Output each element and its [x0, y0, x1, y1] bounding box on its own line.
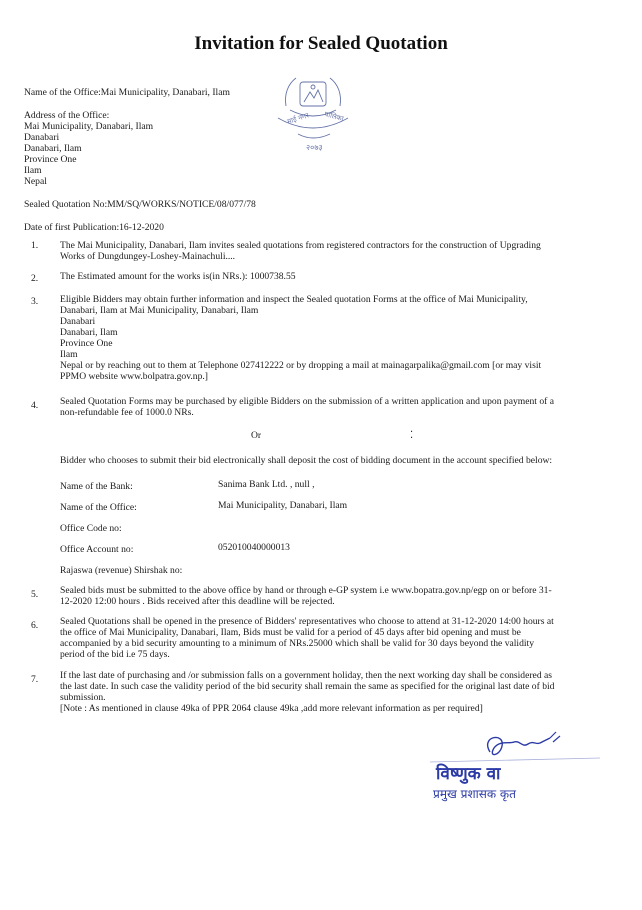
svg-text:माई नगर: माई नगर — [286, 111, 310, 126]
quotation-number: Sealed Quotation No:MM/SQ/WORKS/NOTICE/08/077/78 — [24, 199, 256, 210]
office-name-value: Mai Municipality, Danabari, Ilam — [218, 500, 348, 511]
svg-text:पालिका: पालिका — [323, 110, 345, 123]
item-3-text: Eligible Bidders may obtain further information and inspect the Sealed quotation Forms at the office of Mai Municipality, Danabari, Ilam at Mai Municipality, Danabari, Ilam Danabari Danabari, Ilam Province One Ilam Nepal or by reaching out to them at Telephone 027412222 or by dropping a mail at mainagarpalika@gmail.com [or may visit PPMO website www.bolpatra.gov.np.] — [60, 294, 542, 382]
address-block — [24, 121, 153, 187]
item-4-text: Sealed Quotation Forms may be purchased by eligible Bidders on the submission of a written application and upon payment of a non-refundable fee of 1000.0 NRs. — [60, 396, 554, 418]
address-line: Mai Municipality, Danabari, Ilam — [24, 121, 154, 132]
office-name-label: Name of the Office: — [60, 502, 137, 513]
item-number: 5. — [31, 589, 39, 600]
item-number: 1. — [31, 240, 39, 251]
office-stamp-icon — [268, 72, 358, 156]
address-line: Nepal — [24, 176, 47, 187]
revenue-label: Rajaswa (revenue) Shirshak no: — [60, 565, 183, 576]
page-title: Invitation for Sealed Quotation — [194, 33, 448, 54]
electronic-note: Bidder who chooses to submit their bid electronically shall deposit the cost of bidding document in the account specified below: — [60, 455, 553, 466]
item-2-text: The Estimated amount for the works is(in NRs.): 1000738.55 — [60, 271, 296, 282]
bank-name-value: Sanima Bank Ltd. , null , — [218, 479, 315, 490]
item-7-text: If the last date of purchasing and /or submission falls on a government holiday, then the next working day shall be considered as the last date. In such case the validity period of the bid security shall remain the same as specified for the original last date of bid submission. [Note : As mentioned in clause 49ka of PPR 2064 clause 49ka ,add more relevant information as per required] — [60, 670, 555, 714]
office-account-value: 052010040000013 — [218, 542, 290, 553]
svg-text:२०७३: २०७३ — [306, 143, 323, 152]
item-number: 6. — [31, 620, 39, 631]
item-5-text: Sealed bids must be submitted to the above office by hand or through e-GP system i.e www.bopatra.gov.np/egp on or before 31- 12-2020 12:00 hours . Bids received after this deadline will be rejected. — [60, 585, 552, 607]
address-line: Danabari, Ilam — [24, 143, 82, 154]
office-name: Name of the Office:Mai Municipality, Danabari, Ilam — [24, 87, 230, 98]
item-number: 3. — [31, 296, 39, 307]
item-number: 2. — [31, 273, 39, 284]
item-number: 4. — [31, 400, 39, 411]
address-line: Province One — [24, 154, 77, 165]
ink-mark: ⁚ — [410, 430, 414, 441]
publication-date: Date of first Publication:16-12-2020 — [24, 222, 164, 233]
bank-name-label: Name of the Bank: — [60, 481, 133, 492]
or-separator: Or — [251, 430, 262, 441]
item-number: 7. — [31, 674, 39, 685]
office-account-label: Office Account no: — [60, 544, 134, 555]
signatory-title: प्रमुख प्रशासक कृत — [433, 787, 516, 801]
office-code-label: Office Code no: — [60, 523, 122, 534]
address-line: Danabari — [24, 132, 60, 143]
signatory-name: विष्णुक वा — [436, 764, 501, 784]
address-heading: Address of the Office: — [24, 110, 110, 121]
item-6-text: Sealed Quotations shall be opened in the presence of Bidders' representatives who choose to attend at 31-12-2020 14:00 hours at the office of Mai Municipality, Danabari, Ilam, Bids must be valid for a period of 45 days after bid opening and must be accompanied by a bid security amounting to a minimum of NRs.25000 which shall be valid for 30 days beyond the validity period of the bid i.e 75 days. — [60, 616, 554, 660]
item-1-text: The Mai Municipality, Danabari, Ilam invites sealed quotations from registered contractors for the construction of Upgrading Works of Dungdungey-Loshey-Mainachuli.... — [60, 240, 541, 262]
address-line: Ilam — [24, 165, 42, 176]
